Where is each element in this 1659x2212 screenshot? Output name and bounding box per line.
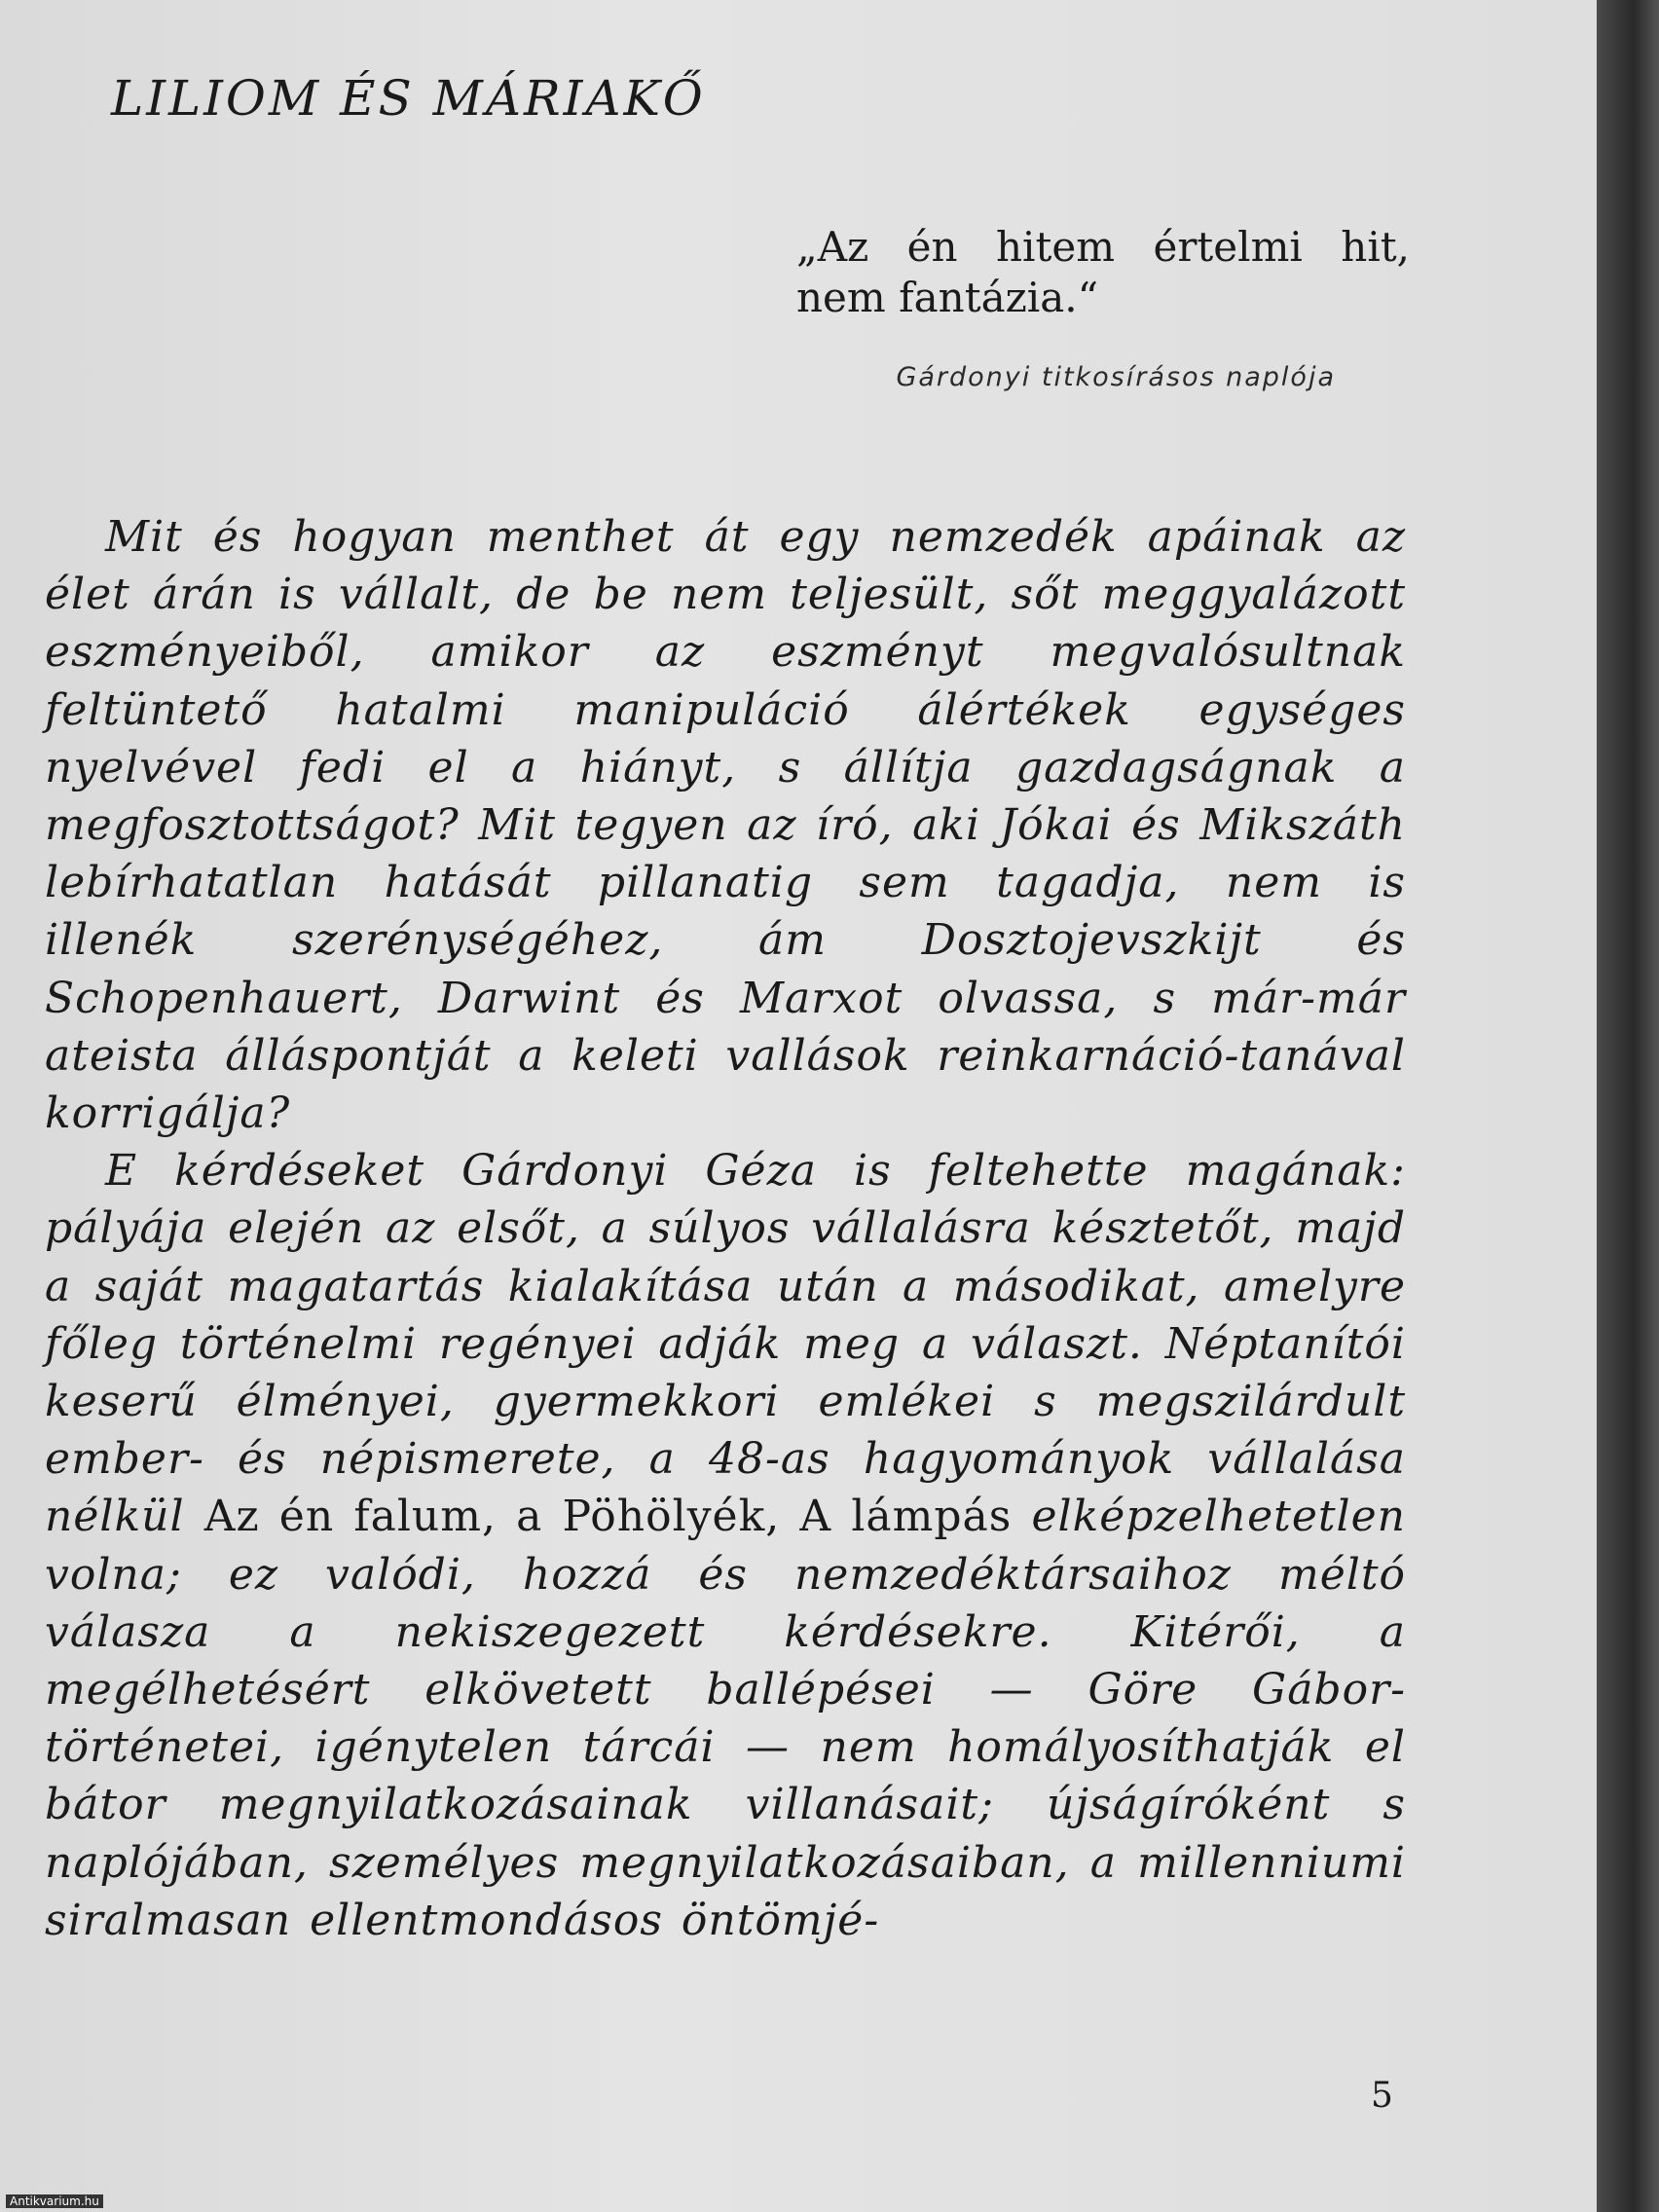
work-titles: Az én falum, a Pöhölyék, A lámpás	[203, 1492, 1013, 1542]
chapter-title: LILIOM ÉS MÁRIAKŐ	[111, 70, 706, 127]
watermark: Antikvarium.hu	[6, 2194, 103, 2208]
paragraph-text: E kérdéseket Gárdonyi Géza is feltehette magának: pályája elején az elsőt, a súlyos vállalásra késztetőt, majd a saját magatartás kialakítása után a másodikat, amelyre főleg történelmi regényei adják meg a választ. Néptanítói keserű élményei, gyermekkori emlékei s megszilárdult ember- és népismerete, a 48-as hagyományok vállalása nélkül	[45, 1146, 1406, 1542]
epigraph-attribution: Gárdonyi titkosírásos naplója	[896, 362, 1336, 392]
epigraph-quote: „Az én hitem értelmi hit, nem fantázia.“	[796, 223, 1410, 321]
paragraph	[45, 508, 1406, 1142]
book-spine	[1597, 0, 1659, 2212]
paragraph	[45, 1142, 1406, 1949]
body-text	[45, 508, 1406, 1949]
page-number: 5	[1371, 2076, 1393, 2116]
paragraph-text: elképzelhetetlen volna; ez valódi, hozzá és nemzedéktársaihoz méltó válasza a nekiszegezett kérdésekre. Kitérői, a megélhetésért elkövetett ballépései — Göre Gábor-történetei, igénytelen tárcái — nem homályosíthatják el bátor megnyilatkozásainak villanásait; újságíróként s naplójában, személyes megnyilatkozásaiban, a millenniumi siralmasan ellentmondásos öntömjé-	[45, 1492, 1406, 1945]
paragraph-text: Mit és hogyan menthet át egy nemzedék apáinak az élet árán is vállalt, de be nem teljesült, sőt meggyalázott eszményeiből, amikor az eszményt megvalósultnak feltüntető hatalmi manipuláció álértékek egységes nyelvével fedi el a hiányt, s állítja gazdagságnak a megfosztottságot? Mit tegyen az író, aki Jókai és Mikszáth lebírhatatlan hatását pillanatig sem tagadja, nem is illenék szerénységéhez, ám Dosztojevszkijt és Schopenhauert, Darwint és Marxot olvassa, s már-már ateista álláspontját a keleti vallások reinkarnáció-tanával korrigálja?	[45, 512, 1406, 1139]
